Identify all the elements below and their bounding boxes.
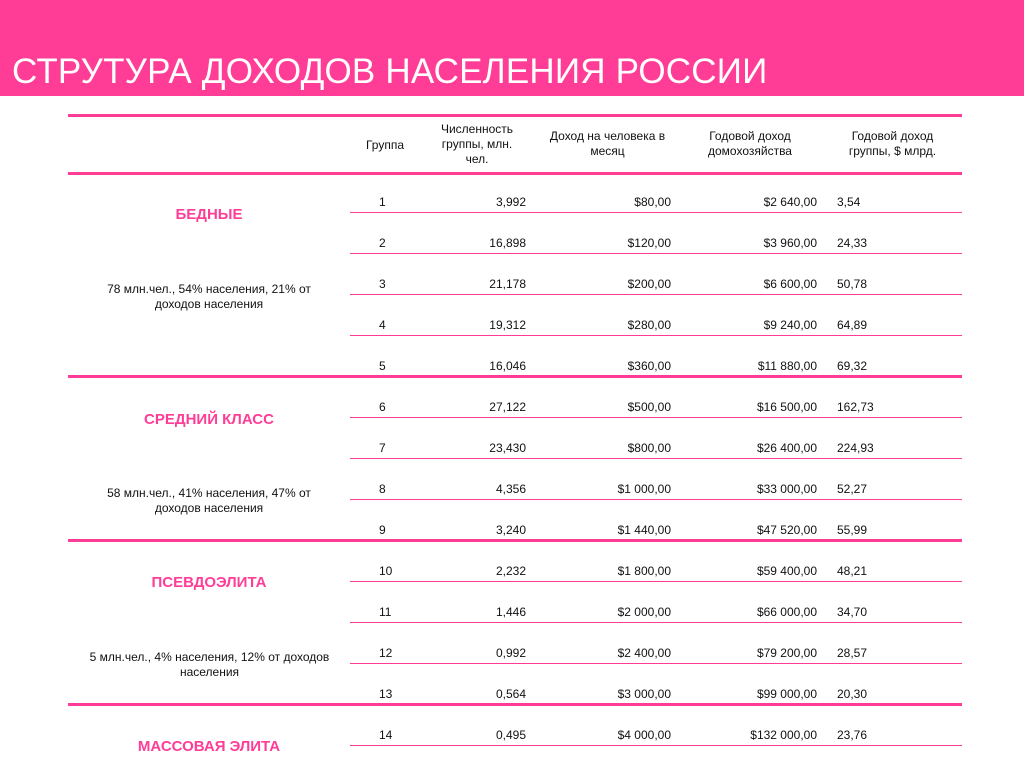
row-income: $2 000,00: [617, 605, 671, 619]
row-household: $2 640,00: [763, 195, 817, 209]
row-group: 2: [379, 236, 386, 250]
row-income: $80,00: [634, 195, 671, 209]
row-group: 10: [379, 564, 393, 578]
row-group-income: 162,73: [837, 400, 874, 414]
row-rule: [350, 622, 962, 623]
row-household: $26 400,00: [756, 441, 817, 455]
row-count: 0,564: [495, 687, 526, 701]
row-count: 0,992: [495, 646, 526, 660]
row-group-income: 64,89: [837, 318, 868, 332]
row-count: 2,232: [495, 564, 526, 578]
row-rule: [350, 335, 962, 336]
row-group: 7: [379, 441, 386, 455]
row-group-income: 48,21: [837, 564, 868, 578]
row-group-income: 23,76: [837, 728, 868, 742]
row-rule: [350, 212, 962, 213]
row-income: $1 440,00: [617, 523, 671, 537]
row-income: $360,00: [627, 359, 671, 373]
row-income: $1 000,00: [617, 482, 671, 496]
row-household: $33 000,00: [756, 482, 817, 496]
row-group: 1: [379, 195, 386, 209]
row-income: $500,00: [627, 400, 671, 414]
row-income: $4 000,00: [617, 728, 671, 742]
row-rule: [350, 458, 962, 459]
row-group-income: 55,99: [837, 523, 868, 537]
row-household: $59 400,00: [756, 564, 817, 578]
section-name-middle: СРЕДНИЙ КЛАСС: [144, 411, 274, 428]
section-desc-pseudo-elite: 5 млн.чел., 4% населения, 12% от доходов населения: [89, 650, 330, 679]
row-household: $6 600,00: [763, 277, 817, 291]
row-group: 8: [379, 482, 386, 496]
row-group: 13: [379, 687, 393, 701]
row-household: $47 520,00: [756, 523, 817, 537]
row-count: 19,312: [489, 318, 526, 332]
row-rule: [350, 745, 962, 746]
row-count: 23,430: [489, 441, 526, 455]
row-rule: [350, 294, 962, 295]
row-household: $3 960,00: [763, 236, 817, 250]
section-rule: [68, 703, 962, 706]
row-count: 4,356: [495, 482, 526, 496]
row-household: $66 000,00: [756, 605, 817, 619]
section-rule: [68, 375, 962, 378]
row-income: $800,00: [627, 441, 671, 455]
row-group: 5: [379, 359, 386, 373]
row-rule: [350, 499, 962, 500]
header-count: Численность группы, млн. чел.: [440, 122, 514, 166]
row-count: 21,178: [489, 277, 526, 291]
row-count: 1,446: [495, 605, 526, 619]
row-count: 3,240: [495, 523, 526, 537]
row-group-income: 34,70: [837, 605, 868, 619]
row-household: $132 000,00: [750, 728, 817, 742]
row-group-income: 24,33: [837, 236, 868, 250]
row-group: 4: [379, 318, 386, 332]
header-group-income: Годовой доход группы, $ млрд.: [848, 129, 937, 158]
row-group-income: 69,32: [837, 359, 868, 373]
row-group-income: 50,78: [837, 277, 868, 291]
row-group-income: 224,93: [837, 441, 874, 455]
row-household: $9 240,00: [763, 318, 817, 332]
section-desc-middle: 58 млн.чел., 41% населения, 47% от доходов населения: [107, 486, 311, 515]
row-group: 12: [379, 646, 393, 660]
row-count: 27,122: [489, 400, 526, 414]
header-group: Группа: [365, 138, 405, 152]
section-desc-poor: 78 млн.чел., 54% населения, 21% от доходов населения: [107, 282, 311, 311]
row-household: $16 500,00: [756, 400, 817, 414]
row-group-income: 52,27: [837, 482, 868, 496]
row-group: 3: [379, 277, 386, 291]
row-income: $2 400,00: [617, 646, 671, 660]
row-income: $280,00: [627, 318, 671, 332]
row-count: 0,495: [495, 728, 526, 742]
row-income: $200,00: [627, 277, 671, 291]
row-group: 9: [379, 523, 386, 537]
row-household: $11 880,00: [757, 359, 817, 373]
row-count: 16,898: [489, 236, 526, 250]
row-group-income: 20,30: [837, 687, 868, 701]
row-group-income: 28,57: [837, 646, 868, 660]
row-group: 6: [379, 400, 386, 414]
row-rule: [350, 417, 962, 418]
row-household: $79 200,00: [756, 646, 817, 660]
page-title: СТРУТУРА ДОХОДОВ НАСЕЛЕНИЯ РОССИИ: [12, 52, 768, 91]
section-name-poor: БЕДНЫЕ: [175, 206, 243, 223]
header-income: Доход на человека в месяц: [549, 129, 666, 158]
row-income: $120,00: [627, 236, 671, 250]
row-rule: [350, 663, 962, 664]
row-household: $99 000,00: [756, 687, 817, 701]
row-income: $3 000,00: [617, 687, 671, 701]
row-rule: [350, 581, 962, 582]
table-top-rule: [68, 114, 962, 117]
row-rule: [350, 253, 962, 254]
header-household: Годовой доход домохозяйства: [708, 129, 792, 158]
row-group: 14: [379, 728, 393, 742]
row-income: $1 800,00: [617, 564, 671, 578]
row-count: 3,992: [495, 195, 526, 209]
row-group: 11: [379, 605, 392, 619]
section-rule: [68, 539, 962, 542]
section-name-pseudo-elite: ПСЕВДОЭЛИТА: [151, 574, 267, 591]
row-group-income: 3,54: [837, 195, 861, 209]
section-name-mass-elite: МАССОВАЯ ЭЛИТА: [137, 738, 281, 755]
row-count: 16,046: [489, 359, 526, 373]
header-bottom-rule: [68, 172, 962, 175]
